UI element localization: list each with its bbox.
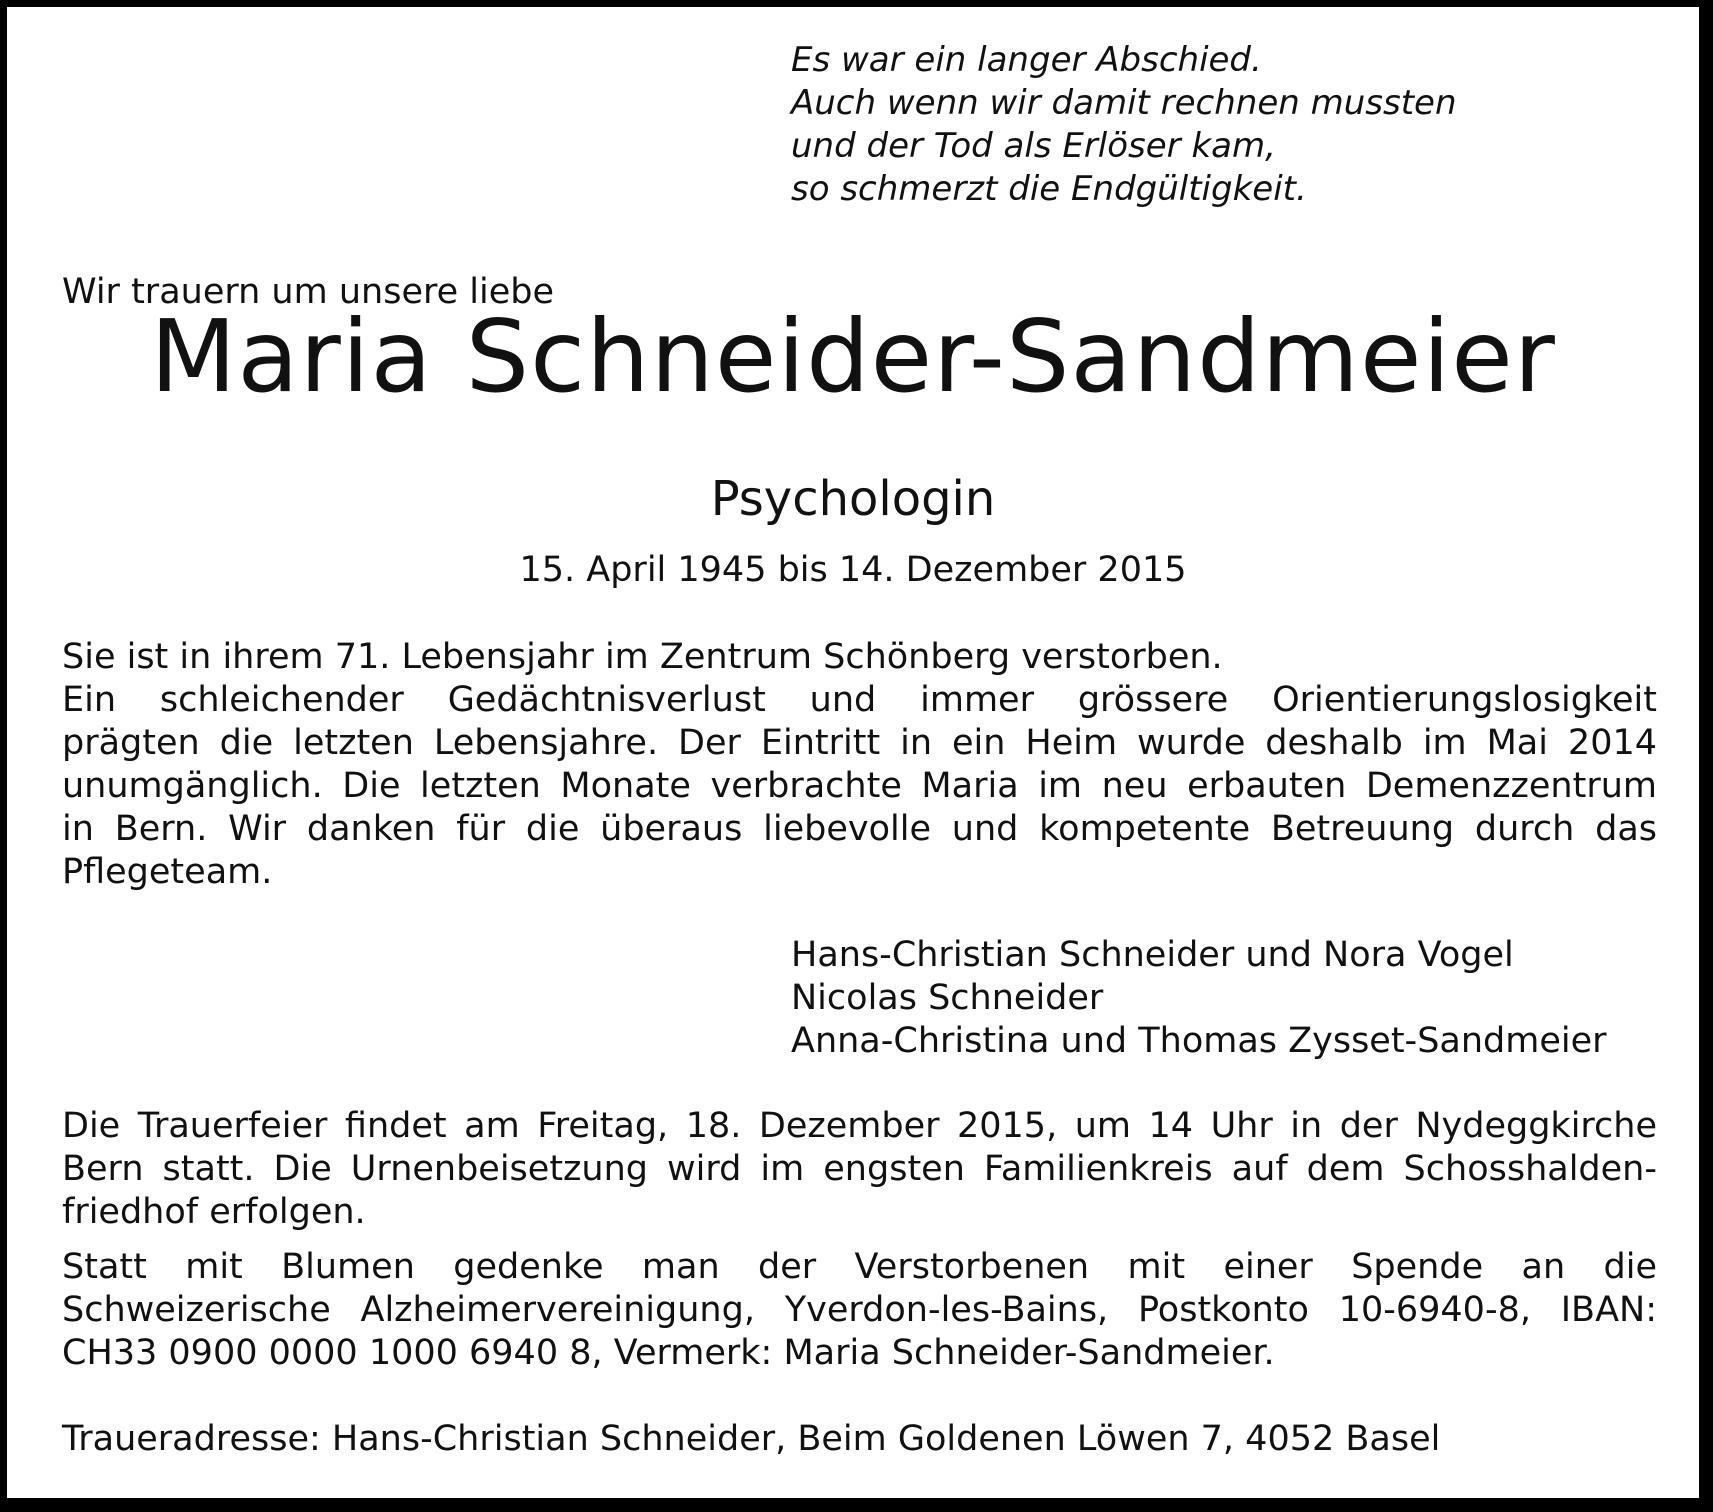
poem-line: Es war ein langer Abschied. xyxy=(791,40,1262,80)
text-line: Schweizerische Alzheimervereinigung, Yverdon-les-Bains, Postkonto 10-6940-8, IBAN: xyxy=(62,1290,1657,1330)
poem-quote xyxy=(791,39,1457,211)
life-dates: 15. April 1945 bis 14. Dezember 2015 xyxy=(519,550,1187,590)
text-line: Bern statt. Die Urnenbeisetzung wird im engsten Familienkreis auf dem Schosshalden- xyxy=(62,1149,1657,1189)
text-line: in Bern. Wir danken für die überaus liebevolle und kompetente Betreuung durch das xyxy=(62,809,1657,849)
text-line: Die Trauerfeier findet am Freitag, 18. Dezember 2015, um 14 Uhr in der Nydeggkirche xyxy=(62,1106,1657,1146)
paragraph-funeral xyxy=(62,1105,1657,1234)
text-line: Sie ist in ihrem 71. Lebensjahr im Zentrum Schönberg verstorben. xyxy=(62,637,1223,677)
intro-text: Wir trauern um unsere liebe xyxy=(62,272,554,312)
signatories xyxy=(791,934,1607,1063)
text-line: friedhof erfolgen. xyxy=(62,1192,366,1232)
paragraph-death-notice xyxy=(62,636,1657,894)
text-line: Ein schleichender Gedächtnisverlust und immer grössere Orientierungslosigkeit xyxy=(62,680,1657,720)
paragraph-donation xyxy=(62,1246,1657,1375)
poem-line: Auch wenn wir damit rechnen mussten xyxy=(791,83,1457,123)
poem-line: und der Tod als Erlöser kam, xyxy=(791,126,1276,166)
text-line: unumgänglich. Die letzten Monate verbrachte Maria im neu erbauten Demenzzentrum xyxy=(62,766,1657,806)
deceased-name: Maria Schneider-Sandmeier xyxy=(150,298,1556,415)
text-line: Statt mit Blumen gedenke man der Verstorbenen mit einer Spende an die xyxy=(62,1247,1657,1287)
text-line: CH33 0900 0000 1000 6940 8, Vermerk: Maria Schneider-Sandmeier. xyxy=(62,1333,1275,1373)
text-line: Pflegeteam. xyxy=(62,852,273,892)
signatory: Hans-Christian Schneider und Nora Vogel xyxy=(791,935,1514,975)
profession: Psychologin xyxy=(710,471,996,527)
poem-line: so schmerzt die Endgültigkeit. xyxy=(791,169,1307,209)
mourning-address: Traueradresse: Hans-Christian Schneider, Beim Goldenen Löwen 7, 4052 Basel xyxy=(62,1419,1441,1459)
text-line: prägten die letzten Lebensjahre. Der Eintritt in ein Heim wurde deshalb im Mai 2014 xyxy=(62,723,1657,763)
signatory: Nicolas Schneider xyxy=(791,978,1104,1018)
signatory: Anna-Christina und Thomas Zysset-Sandmeier xyxy=(791,1021,1607,1061)
obituary-notice xyxy=(7,7,1699,1498)
